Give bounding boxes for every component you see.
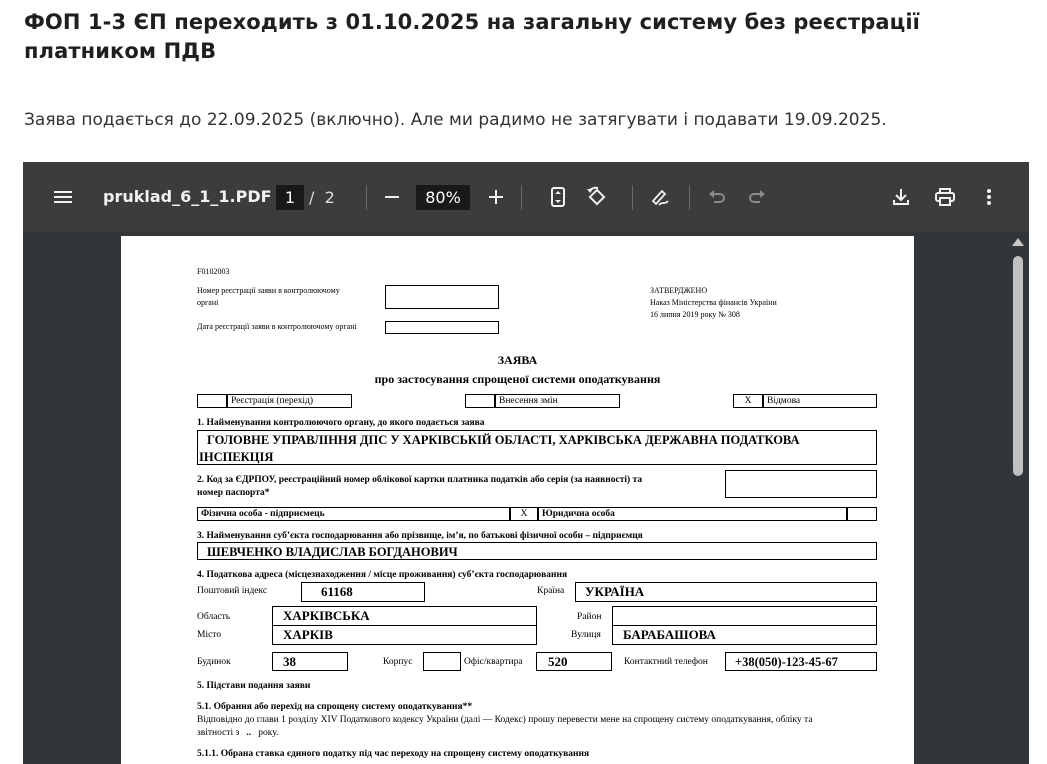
pdf-page [121, 236, 914, 764]
tax-id-box [725, 470, 877, 498]
zoom-out-icon[interactable] [380, 162, 404, 232]
country-label: Країна [537, 586, 565, 596]
total-pages: 2 [324, 188, 335, 207]
office-value: 520 [548, 654, 568, 669]
pdf-document-area[interactable] [23, 232, 1029, 764]
section-2-heading: 2. Код за ЄДРПОУ, реєстраційний номер облікової картки платника податків або серія (за наявності) та [197, 475, 643, 485]
registration-checkbox [197, 394, 227, 408]
section-5-1-text-2a: звітності з [197, 728, 240, 738]
reg-number-label-2: органі [197, 298, 219, 307]
fit-page-icon[interactable] [546, 162, 570, 232]
name-value: ШЕВЧЕНКО ВЛАДИСЛАВ БОГДАНОВИЧ [207, 545, 458, 559]
article-title: ФОП 1-3 ЄП переходить з 01.10.2025 на загальну систему без реєстрації платником ПДВ [24, 10, 920, 63]
district-box [612, 606, 877, 626]
authority-value-line1: ГОЛОВНЕ УПРАВЛІННЯ ДПС У ХАРКІВСЬКІЙ ОБЛАСТІ, ХАРКІВСЬКА ДЕРЖАВНА ПОДАТКОВА [207, 433, 800, 447]
region-label: Область [197, 612, 231, 622]
section-2-heading-2: номер паспорта* [197, 488, 270, 498]
section-5-1-date-placeholder: .. [246, 728, 252, 738]
individual-entrepreneur-option: Фізична особа - підприємець [197, 507, 510, 521]
annotate-pen-icon[interactable] [647, 162, 673, 232]
building-value: 38 [283, 654, 296, 669]
toolbar-divider [366, 185, 367, 210]
zoom-level-input[interactable]: 80% [416, 185, 470, 210]
download-icon[interactable] [888, 162, 914, 232]
section-5-1-text-2 [197, 727, 278, 739]
pdf-toolbar [23, 162, 1029, 232]
document-title: ЗАЯВА [497, 353, 538, 367]
corpus-label: Корпус [383, 657, 413, 667]
toolbar-divider [521, 185, 522, 210]
changes-checkbox [465, 394, 495, 408]
phone-label: Контактний телефон [624, 657, 708, 667]
toolbar-divider [689, 185, 690, 210]
building-label: Будинок [197, 657, 231, 667]
refusal-option: Відмова [763, 394, 877, 408]
postal-value: 61168 [321, 584, 353, 599]
page-separator: / [309, 188, 315, 207]
scroll-thumb[interactable] [1013, 256, 1023, 476]
rotate-icon[interactable] [584, 162, 610, 232]
refusal-checkbox: X [733, 394, 763, 408]
pdf-viewer [23, 162, 1029, 764]
pdf-filename: pruklad_6_1_1.PDF [103, 187, 272, 206]
approved-label: ЗАТВЕРДЖЕНО [650, 286, 708, 295]
reg-date-box [385, 321, 499, 334]
undo-icon[interactable] [705, 162, 729, 232]
more-options-icon[interactable] [979, 162, 999, 232]
region-value: ХАРКІВСЬКА [283, 608, 370, 623]
reg-date-label: Дата реєстрації заяви в контролюючому органі [197, 322, 357, 331]
city-label: Місто [197, 630, 222, 640]
street-label: Вулиця [571, 630, 601, 640]
section-1-heading: 1. Найменування контролюючого органу, до якого подається заява [197, 418, 485, 428]
section-5-1-text: Відповідно до глави 1 розділу XIV Податкового кодексу України (далі — Кодекс) прошу перевести мене на спрощену систему оподаткування, обліку та [197, 715, 813, 725]
zoom-in-icon[interactable] [484, 162, 508, 232]
phone-value: +38(050)-123-45-67 [735, 655, 838, 669]
menu-icon[interactable] [49, 162, 77, 232]
section-5-1-text-2c: року. [258, 728, 279, 738]
form-code: F0102003 [197, 267, 230, 276]
section-4-heading: 4. Податкова адреса (місцезнаходження / місце проживання) суб’єкта господарювання [197, 570, 568, 580]
approved-date: 16 липня 2019 року № 308 [650, 310, 740, 319]
district-label: Район [577, 612, 602, 622]
individual-checkbox: X [510, 507, 538, 521]
corpus-box [423, 652, 461, 671]
section-5-heading: 5. Підстави подання заяви [197, 681, 311, 691]
changes-option: Внесення змін [495, 394, 620, 408]
section-3-heading: 3. Найменування суб’єкта господарювання або прізвище, ім’я, по батькові фізичної особи – підприємця [197, 531, 643, 541]
section-5-1-1-heading: 5.1.1. Обрана ставка єдиного податку під час переходу на спрощену систему оподаткування [197, 749, 590, 759]
registration-option: Реєстрація (перехід) [227, 394, 352, 408]
print-icon[interactable] [932, 162, 958, 232]
legal-entity-checkbox [847, 507, 877, 521]
page-number-input[interactable]: 1 [276, 185, 304, 210]
page-count [309, 185, 335, 210]
legal-entity-option: Юридична особа [538, 507, 847, 521]
pdf-scrollbar[interactable] [1007, 232, 1029, 764]
toolbar-divider [632, 185, 633, 210]
country-value: УКРАЇНА [585, 584, 645, 599]
office-label: Офіс/квартира [464, 657, 523, 667]
approved-order: Наказ Міністерства фінансів України [650, 298, 777, 307]
postal-box [301, 582, 425, 602]
street-value: БАРАБАШОВА [623, 627, 716, 642]
postal-label: Поштовий індекс [197, 586, 268, 596]
reg-number-box [385, 285, 499, 309]
city-value: ХАРКІВ [283, 627, 333, 642]
article-lead: Заява подається до 22.09.2025 (включно). Але ми радимо не затягувати і подавати 19.09.2025. [24, 110, 887, 130]
scroll-up-arrow-icon[interactable] [1012, 238, 1024, 246]
authority-value-line2: ІНСПЕКЦІЯ [199, 450, 274, 464]
section-5-1-heading: 5.1. Обрання або перехід на спрощену систему оподаткування** [197, 702, 473, 712]
redo-icon[interactable] [745, 162, 769, 232]
reg-number-label: Номер реєстрації заяви в контролюючому [197, 286, 340, 295]
document-subtitle: про застосування спрощеної системи оподаткування [374, 372, 661, 386]
